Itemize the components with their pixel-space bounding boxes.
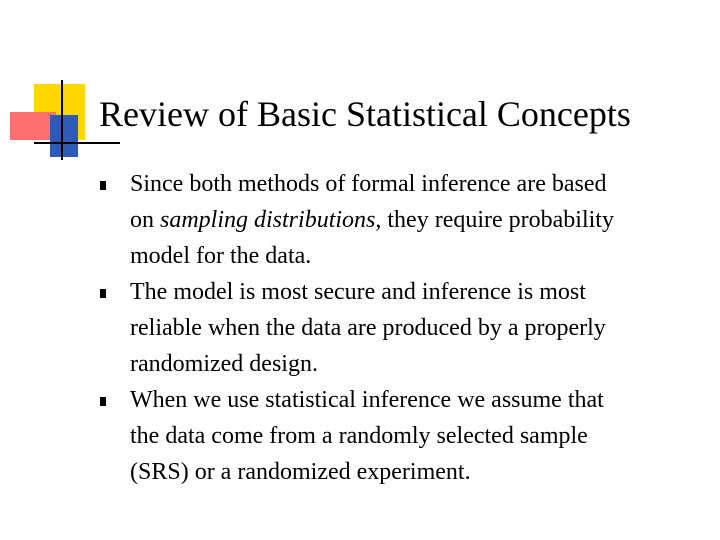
bullet-3-line-1 xyxy=(130,382,700,418)
bullet-text-2 xyxy=(130,274,700,382)
square-bullet-icon xyxy=(100,289,106,298)
bullet-1-line-3 xyxy=(130,238,700,274)
text-run: (SRS) or a randomized experiment. xyxy=(130,459,471,485)
bullet-2-line-2 xyxy=(130,310,700,346)
bullet-text-3 xyxy=(130,382,700,490)
text-run: When we use statistical inference we assume that xyxy=(130,387,604,413)
blue-block xyxy=(50,115,78,157)
bullet-list xyxy=(0,166,720,490)
decorative-title-graphic xyxy=(0,0,120,170)
bullet-1-line-2 xyxy=(130,202,700,238)
text-run: , they require probability xyxy=(375,207,614,233)
square-bullet-icon xyxy=(100,181,106,190)
text-run: randomized design. xyxy=(130,351,318,377)
bullet-1-line-1 xyxy=(130,166,700,202)
bullet-item-2 xyxy=(0,274,720,382)
bullet-text-1 xyxy=(130,166,700,274)
bullet-2-line-3 xyxy=(130,346,700,382)
text-run: reliable when the data are produced by a properly xyxy=(130,315,606,341)
text-run: model for the data. xyxy=(130,243,312,269)
bullet-3-line-2 xyxy=(130,418,700,454)
text-run: on xyxy=(130,207,160,233)
text-run: the data come from a randomly selected sample xyxy=(130,423,588,449)
text-run: The model is most secure and inference is most xyxy=(130,279,586,305)
red-block xyxy=(10,112,56,140)
bullet-3-line-3 xyxy=(130,454,700,490)
square-bullet-icon xyxy=(100,397,106,406)
emphasis-text: sampling distributions xyxy=(160,207,376,233)
bullet-2-line-1 xyxy=(130,274,700,310)
slide-title: Review of Basic Statistical Concepts xyxy=(99,94,631,134)
bullet-item-3 xyxy=(0,382,720,490)
bullet-item-1 xyxy=(0,166,720,274)
text-run: Since both methods of formal inference are based xyxy=(130,171,607,197)
